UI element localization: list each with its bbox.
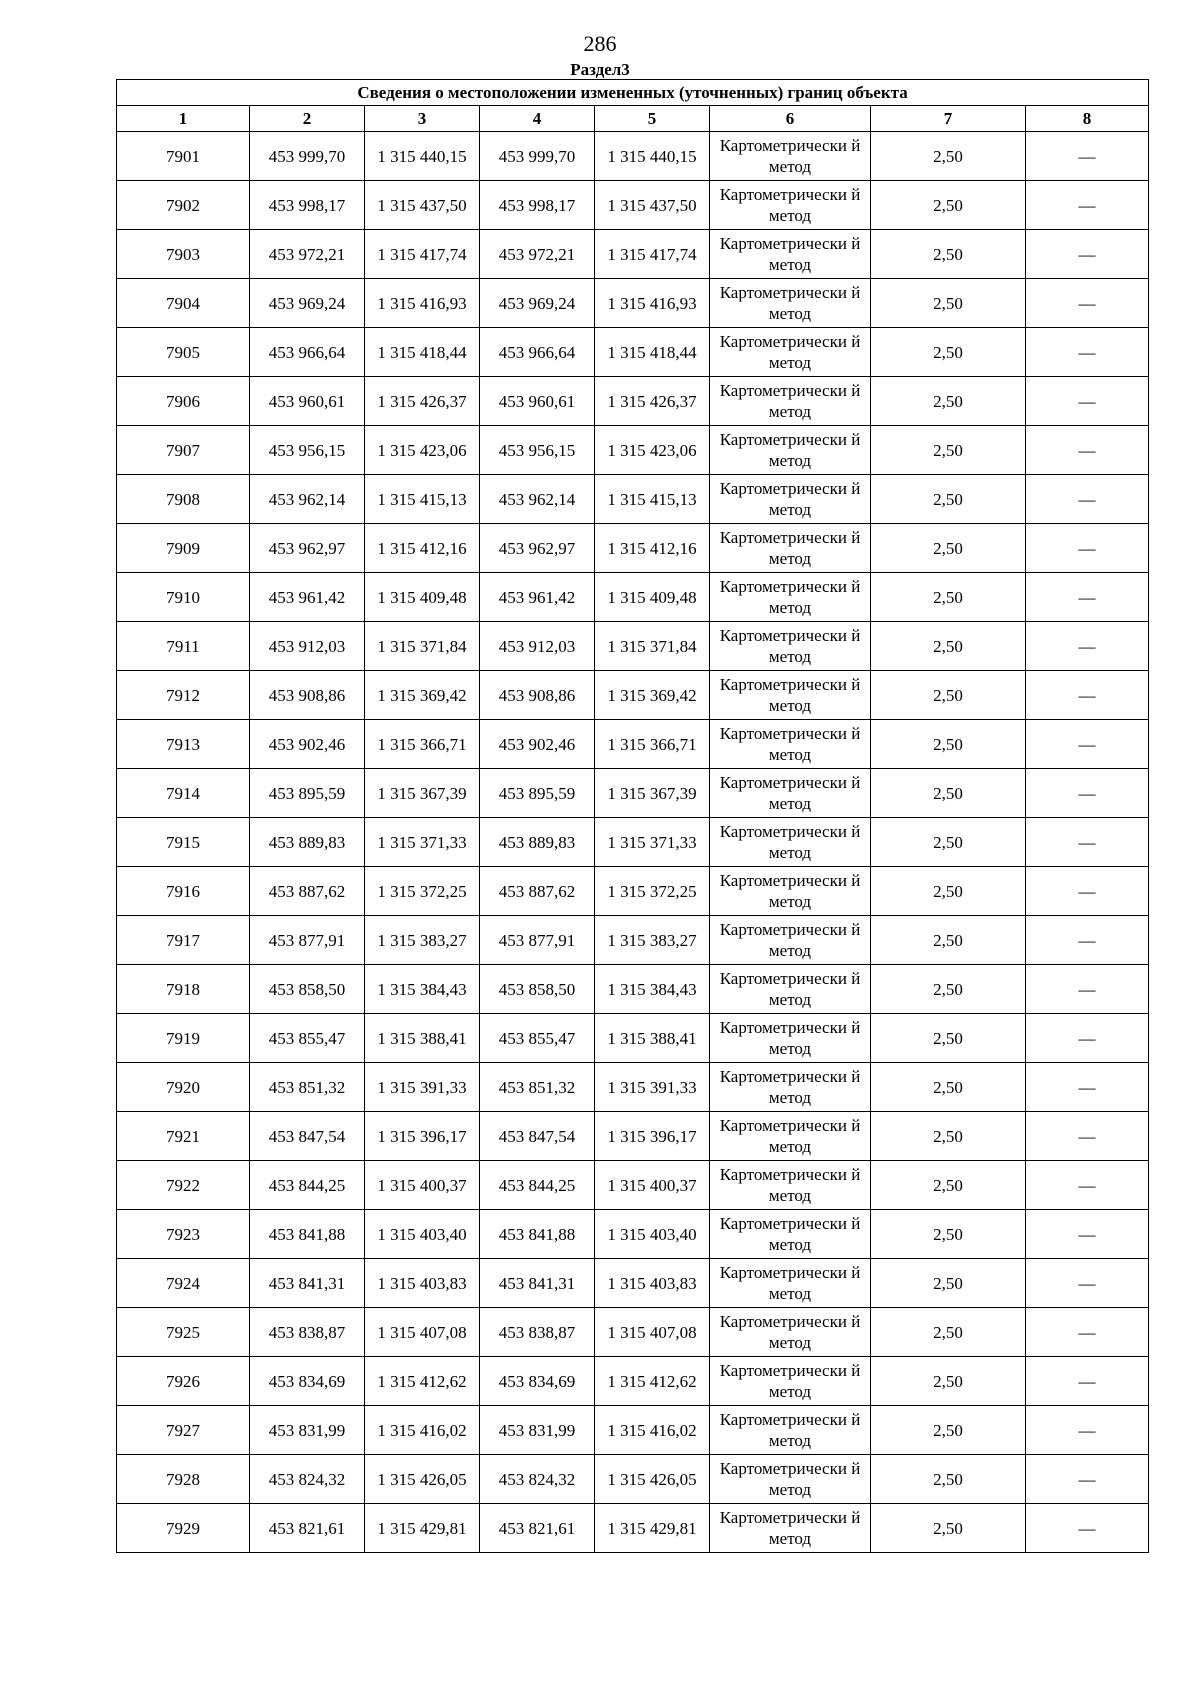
coord-x-cell: 453 844,25	[480, 1161, 595, 1210]
coord-x-cell: 453 851,32	[250, 1063, 365, 1112]
table-row	[117, 1455, 1149, 1504]
precision-cell: 2,50	[871, 279, 1026, 328]
table-row	[117, 720, 1149, 769]
coord-x-cell: 453 972,21	[480, 230, 595, 279]
method-cell: Картометрически й метод	[710, 328, 871, 377]
coord-y-cell: 1 315 417,74	[595, 230, 710, 279]
method-cell: Картометрически й метод	[710, 1014, 871, 1063]
coord-x-cell: 453 962,14	[250, 475, 365, 524]
table-row	[117, 377, 1149, 426]
precision-cell: 2,50	[871, 769, 1026, 818]
table-row	[117, 573, 1149, 622]
table-row	[117, 1308, 1149, 1357]
precision-cell: 2,50	[871, 622, 1026, 671]
coord-x-cell: 453 998,17	[480, 181, 595, 230]
coord-y-cell: 1 315 383,27	[595, 916, 710, 965]
coord-y-cell: 1 315 426,05	[595, 1455, 710, 1504]
table-row	[117, 769, 1149, 818]
method-cell: Картометрически й метод	[710, 132, 871, 181]
coord-y-cell: 1 315 371,84	[365, 622, 480, 671]
precision-cell: 2,50	[871, 1259, 1026, 1308]
method-cell: Картометрически й метод	[710, 426, 871, 475]
coord-x-cell: 453 831,99	[480, 1406, 595, 1455]
precision-cell: 2,50	[871, 671, 1026, 720]
coord-x-cell: 453 966,64	[480, 328, 595, 377]
table-row	[117, 622, 1149, 671]
coord-y-cell: 1 315 400,37	[365, 1161, 480, 1210]
coord-x-cell: 453 831,99	[250, 1406, 365, 1455]
point-number-cell: 7914	[117, 769, 250, 818]
method-cell: Картометрически й метод	[710, 279, 871, 328]
coord-x-cell: 453 887,62	[480, 867, 595, 916]
method-cell: Картометрически й метод	[710, 1161, 871, 1210]
coord-y-cell: 1 315 384,43	[595, 965, 710, 1014]
coord-x-cell: 453 961,42	[250, 573, 365, 622]
precision-cell: 2,50	[871, 573, 1026, 622]
description-cell: —	[1026, 475, 1149, 524]
point-number-cell: 7926	[117, 1357, 250, 1406]
column-number: 6	[710, 106, 871, 132]
coord-y-cell: 1 315 367,39	[595, 769, 710, 818]
table-row	[117, 1210, 1149, 1259]
precision-cell: 2,50	[871, 867, 1026, 916]
coord-x-cell: 453 895,59	[480, 769, 595, 818]
precision-cell: 2,50	[871, 1210, 1026, 1259]
coord-y-cell: 1 315 409,48	[595, 573, 710, 622]
coord-y-cell: 1 315 412,62	[595, 1357, 710, 1406]
coord-y-cell: 1 315 412,16	[595, 524, 710, 573]
method-cell: Картометрически й метод	[710, 1259, 871, 1308]
coord-x-cell: 453 908,86	[250, 671, 365, 720]
coord-y-cell: 1 315 440,15	[595, 132, 710, 181]
point-number-cell: 7917	[117, 916, 250, 965]
coord-x-cell: 453 969,24	[480, 279, 595, 328]
coord-x-cell: 453 821,61	[250, 1504, 365, 1553]
coord-x-cell: 453 834,69	[480, 1357, 595, 1406]
point-number-cell: 7904	[117, 279, 250, 328]
column-number: 4	[480, 106, 595, 132]
precision-cell: 2,50	[871, 720, 1026, 769]
coord-y-cell: 1 315 371,84	[595, 622, 710, 671]
method-cell: Картометрически й метод	[710, 818, 871, 867]
coord-x-cell: 453 902,46	[480, 720, 595, 769]
coord-y-cell: 1 315 437,50	[365, 181, 480, 230]
coord-y-cell: 1 315 415,13	[365, 475, 480, 524]
method-cell: Картометрически й метод	[710, 720, 871, 769]
coord-x-cell: 453 962,14	[480, 475, 595, 524]
description-cell: —	[1026, 965, 1149, 1014]
coord-x-cell: 453 838,87	[480, 1308, 595, 1357]
coord-x-cell: 453 961,42	[480, 573, 595, 622]
column-number: 7	[871, 106, 1026, 132]
table-row	[117, 1504, 1149, 1553]
precision-cell: 2,50	[871, 965, 1026, 1014]
precision-cell: 2,50	[871, 426, 1026, 475]
method-cell: Картометрически й метод	[710, 916, 871, 965]
point-number-cell: 7921	[117, 1112, 250, 1161]
precision-cell: 2,50	[871, 1357, 1026, 1406]
description-cell: —	[1026, 916, 1149, 965]
coord-y-cell: 1 315 423,06	[365, 426, 480, 475]
precision-cell: 2,50	[871, 1308, 1026, 1357]
coord-y-cell: 1 315 366,71	[365, 720, 480, 769]
coord-y-cell: 1 315 418,44	[595, 328, 710, 377]
coord-y-cell: 1 315 426,37	[595, 377, 710, 426]
coord-y-cell: 1 315 409,48	[365, 573, 480, 622]
description-cell: —	[1026, 1504, 1149, 1553]
coord-x-cell: 453 902,46	[250, 720, 365, 769]
point-number-cell: 7916	[117, 867, 250, 916]
column-number: 1	[117, 106, 250, 132]
coord-y-cell: 1 315 429,81	[595, 1504, 710, 1553]
description-cell: —	[1026, 377, 1149, 426]
description-cell: —	[1026, 1308, 1149, 1357]
coord-y-cell: 1 315 388,41	[365, 1014, 480, 1063]
coord-x-cell: 453 999,70	[480, 132, 595, 181]
point-number-cell: 7925	[117, 1308, 250, 1357]
coord-x-cell: 453 855,47	[480, 1014, 595, 1063]
description-cell: —	[1026, 132, 1149, 181]
coord-x-cell: 453 908,86	[480, 671, 595, 720]
coord-y-cell: 1 315 388,41	[595, 1014, 710, 1063]
coord-y-cell: 1 315 384,43	[365, 965, 480, 1014]
coord-y-cell: 1 315 440,15	[365, 132, 480, 181]
coord-x-cell: 453 912,03	[480, 622, 595, 671]
coord-y-cell: 1 315 383,27	[365, 916, 480, 965]
point-number-cell: 7918	[117, 965, 250, 1014]
coord-x-cell: 453 960,61	[250, 377, 365, 426]
page-number: 286	[583, 31, 617, 56]
description-cell: —	[1026, 524, 1149, 573]
coord-x-cell: 453 834,69	[250, 1357, 365, 1406]
precision-cell: 2,50	[871, 1161, 1026, 1210]
coord-x-cell: 453 877,91	[250, 916, 365, 965]
description-cell: —	[1026, 1112, 1149, 1161]
method-cell: Картометрически й метод	[710, 181, 871, 230]
table-row	[117, 475, 1149, 524]
precision-cell: 2,50	[871, 328, 1026, 377]
table-row	[117, 1357, 1149, 1406]
table-row	[117, 279, 1149, 328]
point-number-cell: 7909	[117, 524, 250, 573]
column-number: 3	[365, 106, 480, 132]
coord-y-cell: 1 315 437,50	[595, 181, 710, 230]
coord-x-cell: 453 895,59	[250, 769, 365, 818]
column-number: 8	[1026, 106, 1149, 132]
coord-x-cell: 453 821,61	[480, 1504, 595, 1553]
coord-y-cell: 1 315 416,02	[595, 1406, 710, 1455]
column-number: 2	[250, 106, 365, 132]
precision-cell: 2,50	[871, 230, 1026, 279]
point-number-cell: 7911	[117, 622, 250, 671]
coord-x-cell: 453 889,83	[250, 818, 365, 867]
point-number-cell: 7924	[117, 1259, 250, 1308]
table-row	[117, 1014, 1149, 1063]
coord-y-cell: 1 315 372,25	[365, 867, 480, 916]
coord-x-cell: 453 962,97	[480, 524, 595, 573]
description-cell: —	[1026, 671, 1149, 720]
description-cell: —	[1026, 1210, 1149, 1259]
point-number-cell: 7923	[117, 1210, 250, 1259]
coord-y-cell: 1 315 407,08	[595, 1308, 710, 1357]
point-number-cell: 7922	[117, 1161, 250, 1210]
precision-cell: 2,50	[871, 1504, 1026, 1553]
table-row	[117, 1406, 1149, 1455]
method-cell: Картометрически й метод	[710, 1357, 871, 1406]
coord-y-cell: 1 315 417,74	[365, 230, 480, 279]
table-row	[117, 328, 1149, 377]
description-cell: —	[1026, 230, 1149, 279]
point-number-cell: 7927	[117, 1406, 250, 1455]
point-number-cell: 7915	[117, 818, 250, 867]
description-cell: —	[1026, 1014, 1149, 1063]
method-cell: Картометрически й метод	[710, 377, 871, 426]
table-row	[117, 1063, 1149, 1112]
coord-y-cell: 1 315 396,17	[365, 1112, 480, 1161]
coord-x-cell: 453 956,15	[250, 426, 365, 475]
boundary-coordinates-table	[116, 79, 1149, 1553]
method-cell: Картометрически й метод	[710, 671, 871, 720]
precision-cell: 2,50	[871, 132, 1026, 181]
point-number-cell: 7907	[117, 426, 250, 475]
section-title: Раздел3	[570, 60, 630, 79]
method-cell: Картометрически й метод	[710, 965, 871, 1014]
description-cell: —	[1026, 867, 1149, 916]
coord-x-cell: 453 851,32	[480, 1063, 595, 1112]
method-cell: Картометрически й метод	[710, 1504, 871, 1553]
coord-x-cell: 453 847,54	[250, 1112, 365, 1161]
coord-x-cell: 453 999,70	[250, 132, 365, 181]
description-cell: —	[1026, 1455, 1149, 1504]
point-number-cell: 7906	[117, 377, 250, 426]
coord-x-cell: 453 841,31	[250, 1259, 365, 1308]
description-cell: —	[1026, 1063, 1149, 1112]
description-cell: —	[1026, 1406, 1149, 1455]
method-cell: Картометрически й метод	[710, 230, 871, 279]
coord-x-cell: 453 858,50	[250, 965, 365, 1014]
point-number-cell: 7919	[117, 1014, 250, 1063]
coord-x-cell: 453 838,87	[250, 1308, 365, 1357]
description-cell: —	[1026, 181, 1149, 230]
coord-y-cell: 1 315 416,93	[365, 279, 480, 328]
description-cell: —	[1026, 573, 1149, 622]
coord-x-cell: 453 972,21	[250, 230, 365, 279]
coord-y-cell: 1 315 418,44	[365, 328, 480, 377]
table-row	[117, 426, 1149, 475]
coord-y-cell: 1 315 416,02	[365, 1406, 480, 1455]
method-cell: Картометрически й метод	[710, 524, 871, 573]
coord-x-cell: 453 824,32	[480, 1455, 595, 1504]
point-number-cell: 7903	[117, 230, 250, 279]
precision-cell: 2,50	[871, 1014, 1026, 1063]
description-cell: —	[1026, 720, 1149, 769]
coord-x-cell: 453 912,03	[250, 622, 365, 671]
precision-cell: 2,50	[871, 1406, 1026, 1455]
table-body	[117, 132, 1149, 1553]
precision-cell: 2,50	[871, 1063, 1026, 1112]
coord-x-cell: 453 962,97	[250, 524, 365, 573]
precision-cell: 2,50	[871, 818, 1026, 867]
table-row	[117, 671, 1149, 720]
precision-cell: 2,50	[871, 916, 1026, 965]
table-row	[117, 965, 1149, 1014]
table-row	[117, 524, 1149, 573]
coord-x-cell: 453 956,15	[480, 426, 595, 475]
method-cell: Картометрически й метод	[710, 867, 871, 916]
table-row	[117, 818, 1149, 867]
coord-y-cell: 1 315 400,37	[595, 1161, 710, 1210]
description-cell: —	[1026, 818, 1149, 867]
point-number-cell: 7910	[117, 573, 250, 622]
coord-x-cell: 453 969,24	[250, 279, 365, 328]
precision-cell: 2,50	[871, 377, 1026, 426]
coord-y-cell: 1 315 403,83	[365, 1259, 480, 1308]
coord-x-cell: 453 844,25	[250, 1161, 365, 1210]
point-number-cell: 7929	[117, 1504, 250, 1553]
table-row	[117, 916, 1149, 965]
coord-x-cell: 453 824,32	[250, 1455, 365, 1504]
table-row	[117, 132, 1149, 181]
point-number-cell: 7928	[117, 1455, 250, 1504]
method-cell: Картометрически й метод	[710, 573, 871, 622]
point-number-cell: 7912	[117, 671, 250, 720]
point-number-cell: 7902	[117, 181, 250, 230]
method-cell: Картометрически й метод	[710, 1308, 871, 1357]
coord-x-cell: 453 841,88	[250, 1210, 365, 1259]
table-row	[117, 230, 1149, 279]
method-cell: Картометрически й метод	[710, 1063, 871, 1112]
point-number-cell: 7913	[117, 720, 250, 769]
coord-y-cell: 1 315 415,13	[595, 475, 710, 524]
table-row	[117, 1161, 1149, 1210]
description-cell: —	[1026, 1357, 1149, 1406]
coord-y-cell: 1 315 416,93	[595, 279, 710, 328]
coord-x-cell: 453 966,64	[250, 328, 365, 377]
table-row	[117, 1259, 1149, 1308]
table-row	[117, 1112, 1149, 1161]
coord-x-cell: 453 847,54	[480, 1112, 595, 1161]
coord-x-cell: 453 998,17	[250, 181, 365, 230]
coord-y-cell: 1 315 429,81	[365, 1504, 480, 1553]
column-number-row	[117, 106, 1149, 132]
coord-y-cell: 1 315 369,42	[365, 671, 480, 720]
table-caption: Сведения о местоположении измененных (уточненных) границ объекта	[117, 80, 1149, 106]
description-cell: —	[1026, 769, 1149, 818]
point-number-cell: 7905	[117, 328, 250, 377]
description-cell: —	[1026, 1259, 1149, 1308]
point-number-cell: 7920	[117, 1063, 250, 1112]
description-cell: —	[1026, 279, 1149, 328]
description-cell: —	[1026, 622, 1149, 671]
table-row	[117, 181, 1149, 230]
description-cell: —	[1026, 1161, 1149, 1210]
method-cell: Картометрически й метод	[710, 475, 871, 524]
precision-cell: 2,50	[871, 1455, 1026, 1504]
method-cell: Картометрически й метод	[710, 1455, 871, 1504]
coord-y-cell: 1 315 396,17	[595, 1112, 710, 1161]
precision-cell: 2,50	[871, 181, 1026, 230]
coord-x-cell: 453 877,91	[480, 916, 595, 965]
coord-y-cell: 1 315 412,16	[365, 524, 480, 573]
table-row	[117, 867, 1149, 916]
coord-x-cell: 453 887,62	[250, 867, 365, 916]
coord-y-cell: 1 315 391,33	[365, 1063, 480, 1112]
precision-cell: 2,50	[871, 524, 1026, 573]
coord-x-cell: 453 858,50	[480, 965, 595, 1014]
coord-y-cell: 1 315 426,05	[365, 1455, 480, 1504]
precision-cell: 2,50	[871, 1112, 1026, 1161]
coord-y-cell: 1 315 391,33	[595, 1063, 710, 1112]
coord-y-cell: 1 315 407,08	[365, 1308, 480, 1357]
coord-y-cell: 1 315 426,37	[365, 377, 480, 426]
column-number: 5	[595, 106, 710, 132]
coord-x-cell: 453 841,88	[480, 1210, 595, 1259]
method-cell: Картометрически й метод	[710, 1210, 871, 1259]
coord-x-cell: 453 855,47	[250, 1014, 365, 1063]
description-cell: —	[1026, 328, 1149, 377]
coord-y-cell: 1 315 403,83	[595, 1259, 710, 1308]
method-cell: Картометрически й метод	[710, 1406, 871, 1455]
coord-y-cell: 1 315 372,25	[595, 867, 710, 916]
description-cell: —	[1026, 426, 1149, 475]
coord-y-cell: 1 315 366,71	[595, 720, 710, 769]
method-cell: Картометрически й метод	[710, 769, 871, 818]
coord-y-cell: 1 315 423,06	[595, 426, 710, 475]
coord-y-cell: 1 315 371,33	[365, 818, 480, 867]
coord-x-cell: 453 960,61	[480, 377, 595, 426]
coord-y-cell: 1 315 371,33	[595, 818, 710, 867]
coord-y-cell: 1 315 369,42	[595, 671, 710, 720]
coord-y-cell: 1 315 403,40	[595, 1210, 710, 1259]
method-cell: Картометрически й метод	[710, 1112, 871, 1161]
coord-y-cell: 1 315 367,39	[365, 769, 480, 818]
coord-y-cell: 1 315 412,62	[365, 1357, 480, 1406]
coord-x-cell: 453 889,83	[480, 818, 595, 867]
point-number-cell: 7901	[117, 132, 250, 181]
coord-x-cell: 453 841,31	[480, 1259, 595, 1308]
precision-cell: 2,50	[871, 475, 1026, 524]
coord-y-cell: 1 315 403,40	[365, 1210, 480, 1259]
method-cell: Картометрически й метод	[710, 622, 871, 671]
point-number-cell: 7908	[117, 475, 250, 524]
